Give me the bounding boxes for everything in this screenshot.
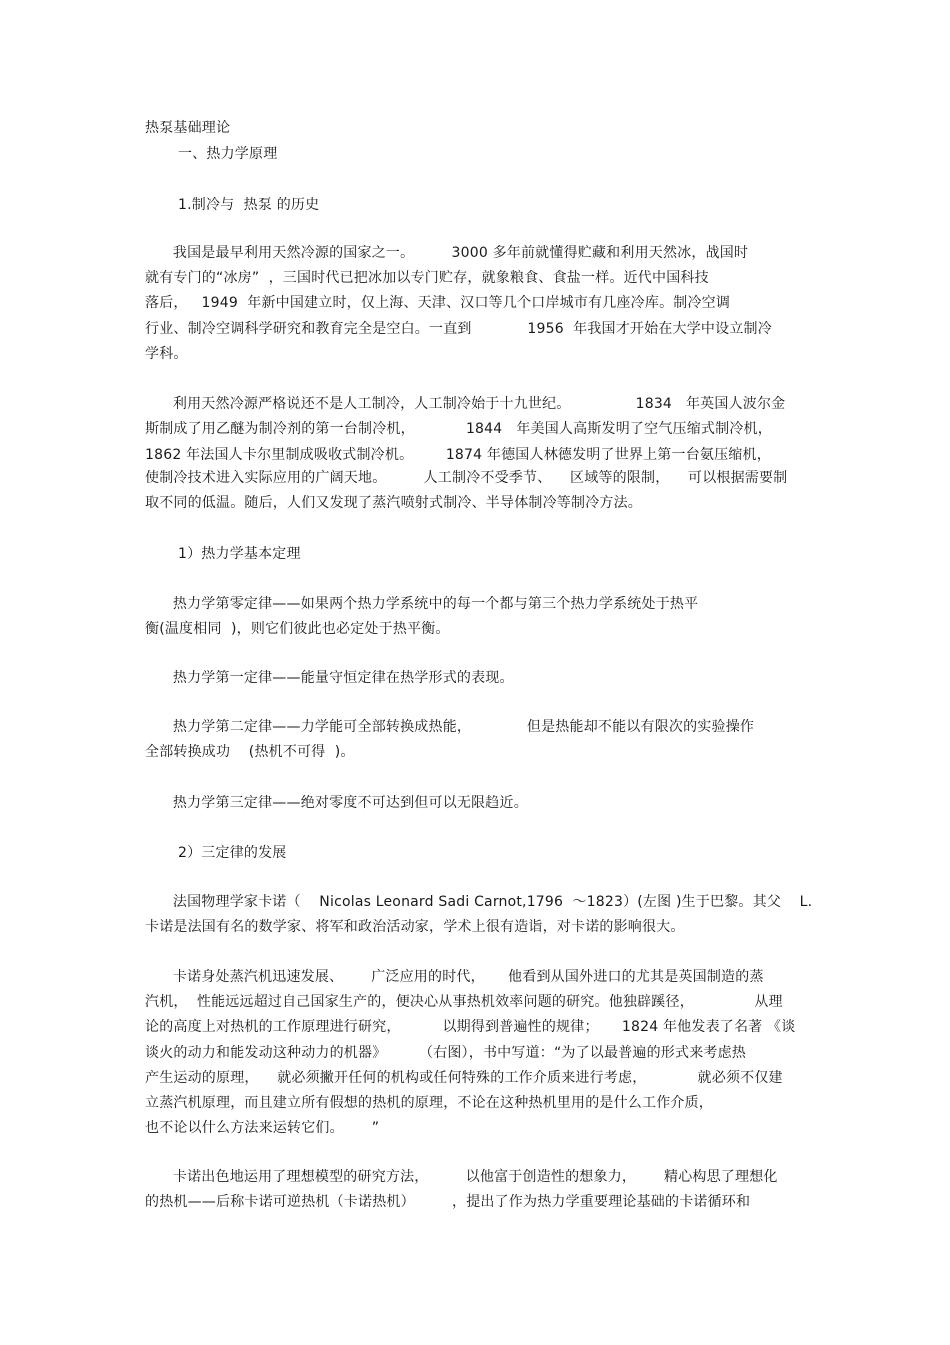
text-line: 也不论以什么方法来运转它们。 ” xyxy=(145,1120,380,1136)
text-line: 就有专门的“冰房” ，三国时代已把冰加以专门贮存，就象粮食、食盐一样。近代中国科技 xyxy=(145,270,709,286)
text-line: 衡(温度相同 )，则它们彼此也必定处于热平衡。 xyxy=(145,621,450,637)
text-line: 卡诺身处蒸汽机迅速发展、 广泛应用的时代， 他看到从国外进口的尤其是英国制造的蒸 xyxy=(145,969,764,985)
text-line: 利用天然冷源严格说还不是人工制冷，人工制冷始于十九世纪。 1834 年英国人波尔金 xyxy=(145,396,786,412)
text-line: 产生运动的原理， 就必须撇开任何的机构或任何特殊的工作介质来进行考虑， 就必须不仅建 xyxy=(145,1070,783,1086)
text-line: 热力学第零定律——如果两个热力学系统中的每一个都与第三个热力学系统处于热平 xyxy=(145,596,699,612)
text-line: 使制冷技术进入实际应用的广阔天地。 人工制冷不受季节、 区域等的限制， 可以根据需要制 xyxy=(145,470,788,486)
text-line: 我国是最早利用天然冷源的国家之一。 3000 多年前就懂得贮藏和利用天然冰，战国时 xyxy=(145,245,749,261)
text-line: 卡诺是法国有名的数学家、将军和政治活动家，学术上很有造诣，对卡诺的影响很大。 xyxy=(145,919,685,935)
text-line: 取不同的低温。随后，人们又发现了蒸汽喷射式制冷、半导体制冷等制冷方法。 xyxy=(145,495,642,511)
text-line: 论的高度上对热机的工作原理进行研究， 以期得到普遍性的规律； 1824 年他发表了名著 《谈 xyxy=(145,1019,796,1035)
text-line: 立蒸汽机原理，而且建立所有假想的热机的原理，不论在这种热机里用的是什么工作介质， xyxy=(145,1095,713,1111)
section-heading-thermodynamics: 一、热力学原理 xyxy=(178,146,278,162)
text-line: 的热机——后称卡诺可逆热机（卡诺热机） ，提出了作为热力学重要理论基础的卡诺循环和 xyxy=(145,1194,751,1210)
text-line: 卡诺出色地运用了理想模型的研究方法， 以他富于创造性的想象力， 精心构思了理想化 xyxy=(145,1169,778,1185)
text-line: 斯制成了用乙醚为制冷剂的第一台制冷机， 1844 年美国人高斯发明了空气压缩式制冷机， xyxy=(145,421,772,437)
text-line: 落后， 1949 年新中国建立时，仅上海、天津、汉口等几个口岸城市有几座冷库。制冷空调 xyxy=(145,295,731,311)
paragraph-first-law: 热力学第一定律——能量守恒定律在热学形式的表现。 xyxy=(145,670,514,686)
text-line: 法国物理学家卡诺（ Nicolas Leonard Sadi Carnot,1796 ～1823）(左图 )生于巴黎。其父 L. xyxy=(145,894,813,910)
text-line: 汽机， 性能远远超过自己国家生产的，便决心从事热机效率问题的研究。他独辟蹊径， 从理 xyxy=(145,994,783,1010)
subsection-heading-history: 1.制冷与 热泵 的历史 xyxy=(178,197,320,213)
paragraph-third-law: 热力学第三定律——绝对零度不可达到但可以无限趋近。 xyxy=(145,795,528,811)
text-line: 行业、制冷空调科学研究和教育完全是空白。一直到 1956 年我国才开始在大学中设立制冷 xyxy=(145,321,772,337)
document-title: 热泵基础理论 xyxy=(145,120,231,136)
text-line: 全部转换成功 (热机不可得 )。 xyxy=(145,744,355,760)
text-line: 学科。 xyxy=(145,346,188,362)
text-line: 谈火的动力和能发动这种动力的机器》 （右图），书中写道：“为了以最普遍的形式来考虑热 xyxy=(145,1045,747,1061)
subsection-heading-development: 2）三定律的发展 xyxy=(178,845,287,861)
subsection-heading-basic-laws: 1）热力学基本定理 xyxy=(178,546,301,562)
text-line: 1862 年法国人卡尔里制成吸收式制冷机。 1874 年德国人林德发明了世界上第一台氨压缩机， xyxy=(145,447,771,463)
text-line: 热力学第二定律——力学能可全部转换成热能， 但是热能却不能以有限次的实验操作 xyxy=(145,719,755,735)
